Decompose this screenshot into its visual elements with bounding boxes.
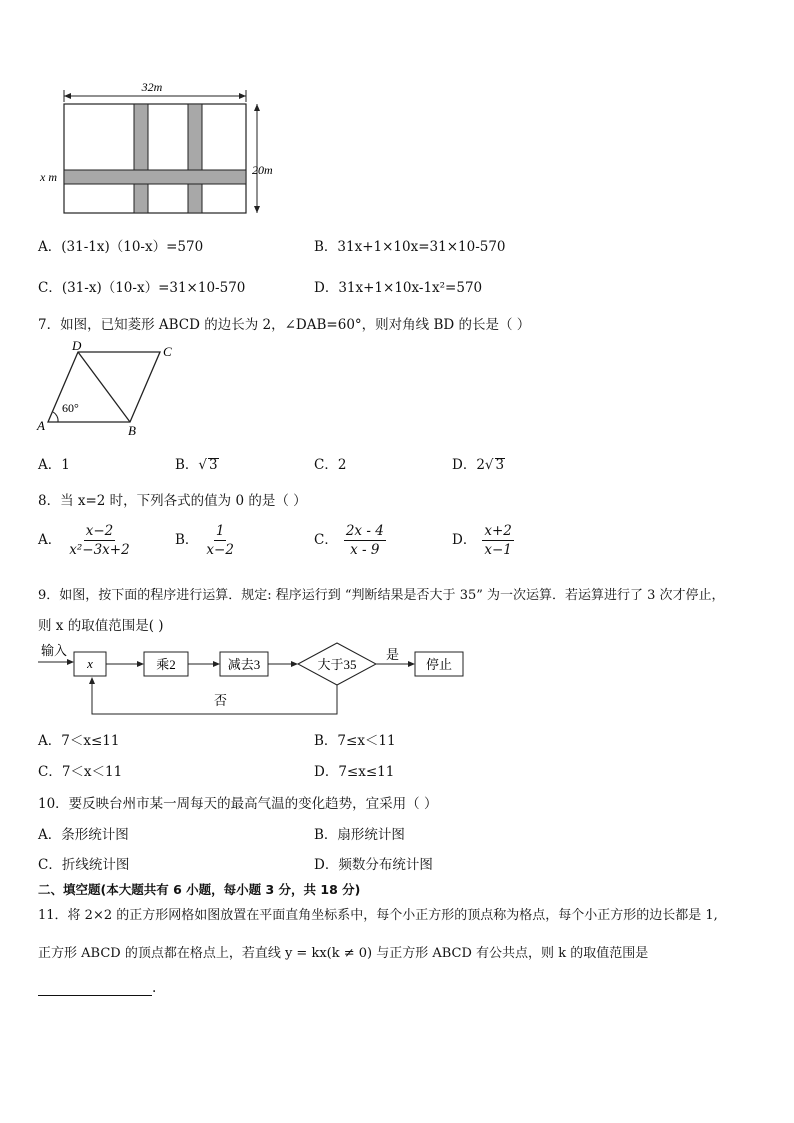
q7-option-d-prefix: D．2 xyxy=(452,457,485,473)
arrow-up-icon xyxy=(254,104,260,111)
angle-arc xyxy=(53,412,58,422)
fraction xyxy=(204,523,236,558)
road-width-label: x m xyxy=(40,170,57,184)
angle-label: 60° xyxy=(62,401,79,415)
q7-option-d-radicand: 3 xyxy=(495,457,505,473)
arrow-right-icon xyxy=(67,659,74,665)
vertical-road-2 xyxy=(188,104,202,213)
q10-option-c[interactable]: C．折线统计图 xyxy=(38,857,130,873)
q7-option-d[interactable] xyxy=(452,453,505,473)
sqrt-sign-icon: √ xyxy=(484,457,494,473)
fraction xyxy=(482,523,514,558)
q9-option-c[interactable]: C．7＜x＜11 xyxy=(38,764,123,780)
denominator: x−1 xyxy=(484,542,512,558)
vertex-d-label: D xyxy=(72,340,82,353)
q7-option-a[interactable]: A．1 xyxy=(38,457,70,473)
q10-option-d[interactable]: D．频数分布统计图 xyxy=(314,857,433,873)
q7-option-c[interactable]: C．2 xyxy=(314,457,347,473)
q8-option-b-prefix: B． xyxy=(175,532,199,548)
diagonal-bd xyxy=(78,352,130,422)
q9-option-b[interactable]: B．7≤x＜11 xyxy=(314,733,396,749)
q11-line2: 正方形 ABCD 的顶点都在格点上，若直线 y = kx(k ≠ 0) 与正方形 ABCD 有公共点，则 k 的取值范围是 xyxy=(38,946,649,961)
horizontal-road xyxy=(64,170,246,184)
arrow-down-icon xyxy=(254,206,260,213)
denominator: x - 9 xyxy=(350,542,380,558)
flow-x-label: x xyxy=(87,656,93,671)
q7-option-b-radicand: 3 xyxy=(209,457,218,473)
answer-blank[interactable] xyxy=(38,981,152,996)
fraction xyxy=(67,523,131,558)
q10-stem: 10．要反映台州市某一周每天的最高气温的变化趋势，宜采用（ ） xyxy=(38,796,438,812)
section-title: 二、填空题(本大题共有 6 小题，每小题 3 分，共 18 分) xyxy=(38,882,361,897)
flow-yes-label: 是 xyxy=(386,647,400,662)
flow-sub-label: 减去3 xyxy=(227,657,261,672)
numerator: 1 xyxy=(215,523,225,539)
sqrt-sign-icon: √ xyxy=(198,457,208,473)
denominator: x−2 xyxy=(206,542,234,558)
vertex-b-label: B xyxy=(128,423,136,438)
arrow-right-icon xyxy=(137,661,144,667)
q6-option-c[interactable]: C．(31-x)（10-x）=31×10-570 xyxy=(38,280,246,296)
vertex-a-label: A xyxy=(37,418,45,433)
vertical-road-1 xyxy=(134,104,148,213)
numerator: x−2 xyxy=(85,523,114,539)
flow-mul-label: 乘2 xyxy=(156,657,176,672)
flow-cond-label: 大于35 xyxy=(317,657,357,672)
q9-stem-line2: 则 x 的取值范围是( ) xyxy=(38,618,164,634)
q8-option-d[interactable] xyxy=(452,523,514,558)
rhombus-figure xyxy=(36,340,186,440)
vertex-c-label: C xyxy=(163,344,172,359)
denominator: x²−3x+2 xyxy=(69,542,130,558)
arrow-left-icon xyxy=(64,93,71,99)
flow-stop-label: 停止 xyxy=(425,657,453,672)
q7-option-b[interactable] xyxy=(175,453,219,473)
q10-option-b[interactable]: B．扇形统计图 xyxy=(314,827,405,843)
q6-option-a[interactable]: A．(31-1x)（10-x）=570 xyxy=(38,239,204,255)
q6-option-b[interactable]: B．31x+1×10x=31×10-570 xyxy=(314,239,506,255)
q8-option-a[interactable] xyxy=(38,523,132,558)
arrow-right-icon xyxy=(239,93,246,99)
arrow-right-icon xyxy=(408,661,415,667)
arrow-up-icon xyxy=(89,677,95,684)
q7-option-b-prefix: B． xyxy=(175,457,199,473)
q7-stem: 7．如图，已知菱形 ABCD 的边长为 2，∠DAB=60°，则对角线 BD 的长是（ ） xyxy=(38,317,531,333)
flow-input-label: 输入 xyxy=(41,643,68,658)
q9-stem-line1: 9．如图，按下面的程序进行运算．规定: 程序运行到 “判断结果是否大于 35” 为一次运算．若运算进行了 3 次才停止， xyxy=(38,588,725,603)
q10-option-a[interactable]: A．条形统计图 xyxy=(38,827,129,843)
q9-option-a[interactable]: A．7＜x≤11 xyxy=(38,733,120,749)
q8-option-a-prefix: A． xyxy=(38,532,62,548)
q6-option-d[interactable]: D．31x+1×10x-1x²=570 xyxy=(314,280,483,296)
answer-period: . xyxy=(152,980,157,996)
q8-option-d-prefix: D． xyxy=(452,532,477,548)
q8-option-c[interactable] xyxy=(314,523,386,558)
q11-answer-line[interactable] xyxy=(38,980,156,996)
numerator: 2x - 4 xyxy=(345,523,384,539)
q11-line1: 11．将 2×2 的正方形网格如图放置在平面直角坐标系中，每个小正方形的顶点称为格点，每个小正方形的边长都是 1, xyxy=(38,908,718,923)
numerator: x+2 xyxy=(484,523,512,539)
flow-no-label: 否 xyxy=(214,693,228,708)
q8-stem: 8．当 x=2 时，下列各式的值为 0 的是（ ） xyxy=(38,493,307,509)
q8-option-c-prefix: C． xyxy=(314,532,338,548)
road-rectangle-figure xyxy=(36,78,286,218)
fraction xyxy=(344,523,386,558)
arrow-right-icon xyxy=(213,661,220,667)
height-label: 20m xyxy=(252,163,273,177)
q8-option-b[interactable] xyxy=(175,523,236,558)
program-flowchart xyxy=(36,640,476,720)
q9-option-d[interactable]: D．7≤x≤11 xyxy=(314,764,395,780)
width-label: 32m xyxy=(141,80,163,94)
land-rectangle xyxy=(64,104,246,213)
